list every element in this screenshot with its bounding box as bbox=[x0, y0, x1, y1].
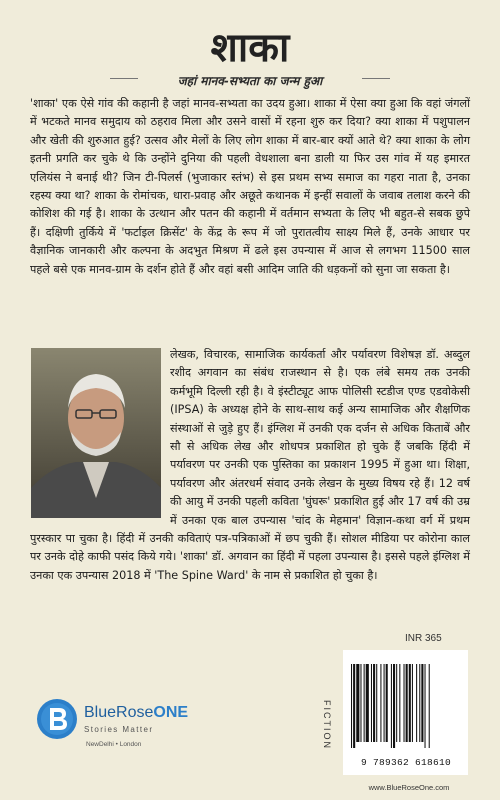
author-bio-text: लेखक, विचारक, सामाजिक कार्यकर्ता और पर्यावरण विशेषज्ञ डॉ. अब्दुल रशीद अगवान का संबंध राजस्थान से है। एक लंबे समय तक उनकी कर्मभूमि दिल्ली रही है। वे इंस्टीट्यूट आफ पोलिसी स्टडीज एण्ड एडवोकेसी (IPSA) के अध्यक्ष होने के साथ-साथ कई अन्य सामाजिक और शैक्षणिक संस्थाओं से जुड़े हुए हैं। इंग्लिश में उनकी एक दर्जन से अधिक किताबें और सौ से अधिक लेख और शोधपत्र प्रकाशित हो चुके हैं जबकि हिंदी में पर्यावरण पर उनकी एक पुस्तिका का प्रकाशन 1995 में हुआ था। शिक्षा, पर्यावरण और अंतरधर्म संवाद उनके लेखन के मुख्य विषय रहे हैं। 12 वर्ष की आयु में उनकी पहली कविता 'घुंघरू' प्रकाशित हुई और 17 वर्ष की उम्र में उनका एक बाल उपन्यास 'चांद के मेहमान' विज्ञान-कथा वर्ग में प्रथम पुरस्कार पा चुका है। हिंदी में उनकी कविताएं पत्र-पत्रिकाओं में छप चुकी हैं। सोशल मीडिया पर कोरोना काल पर उनके दोहे काफी पसंद किये गये। 'शाका' डॉ. अगवान का हिंदी में पहला उपन्यास है। इससे पहले इंग्लिश में उनका एक उपन्यास 2018 में 'The Spine Ward' के नाम से प्रकाशित हो चुका है। bbox=[30, 348, 470, 582]
barcode-bar bbox=[371, 664, 372, 742]
barcode-bar bbox=[421, 664, 423, 742]
publisher-cities: NewDelhi • London bbox=[86, 741, 142, 748]
barcode-bar bbox=[360, 664, 361, 742]
author-bio-block bbox=[30, 346, 470, 585]
barcode-bar bbox=[409, 664, 411, 742]
publisher-name: BlueRoseONE bbox=[84, 704, 189, 721]
barcode-bar bbox=[406, 664, 408, 742]
barcode-bar bbox=[376, 664, 377, 742]
subtitle-rule-right bbox=[362, 78, 390, 79]
barcode-bar bbox=[366, 664, 369, 742]
barcode-bar bbox=[353, 664, 355, 748]
synopsis-text: 'शाका' एक ऐसे गांव की कहानी है जहां मानव-सभ्यता का उदय हुआ। शाका में ऐसा क्या हुआ कि वहां जंगलों में भटकते मानव समुदाय को ठहराव मिला और उसने वासों में रहना शुरु कर दिया? क्या शाका में पशुपालन और खेती की शुरुआत हुई? उत्सव और मेलों के लिए लोग शाका में बार-बार क्यों आते थे? क्या शाका के लोग इतनी प्रगति कर चुके थे कि उन्होंने दुनिया की पहली वेधशाला बना डाली या फिर उस गांव में यह इमारत एलियंस ने बनाई थी? जिन टी-पिलर्स (भुजाकार स्तंभ) से इस प्रथम सभ्य समाज का गहरा नाता है, उनका रहस्य क्या था? शाका के रोमांचक, धारा-प्रवाह और अछूते कथानक में इन्हीं सवालों के जवाब तलाश करने की कोशिश की गई है। शाका के उत्थान और पतन की कहानी में वर्तमान सभ्यता के लिए भी बहुत-से सबक छुपे हैं। दक्षिणी तुर्किये में 'फर्टाइल क्रिसेंट' के केंद्र के रूप में जो पुरातत्वीय साक्ष्य मिले हैं, उनके आधार पर वैज्ञानिक जानकारी और कल्पना के अदभुत मिश्रण में ढले इस उपन्यास में आज से लगभग 11500 साल पहले बसे एक मानव-ग्राम के दर्शन होते हैं और वहां बसी आदिम जाति की धड़कनों को सुना जा सकता है। bbox=[30, 97, 470, 276]
barcode-bars bbox=[343, 650, 468, 755]
barcode-bar bbox=[425, 664, 426, 748]
barcode-bar bbox=[404, 664, 405, 742]
book-title: शाका bbox=[210, 24, 290, 71]
barcode-bar bbox=[386, 664, 388, 742]
barcode-bar bbox=[412, 664, 413, 742]
barcode-bar bbox=[419, 664, 420, 742]
barcode-bar bbox=[380, 664, 381, 742]
barcode-bar bbox=[416, 664, 417, 742]
barcode-bar bbox=[399, 664, 400, 742]
barcode-bar bbox=[351, 664, 352, 748]
barcode-bar bbox=[384, 664, 385, 742]
isbn-number: 9 789362 618610 bbox=[360, 757, 451, 768]
photo-spacer bbox=[30, 346, 170, 520]
barcode-bar bbox=[393, 664, 395, 748]
bluerose-b-logo-icon bbox=[36, 698, 78, 740]
barcode-bar bbox=[396, 664, 397, 742]
book-subtitle: जहां मानव-सभ्यता का जन्म हुआ bbox=[177, 74, 323, 88]
barcode-bar bbox=[391, 664, 392, 748]
publisher-tagline: Stories Matter bbox=[84, 725, 154, 734]
price-label: INR 365 bbox=[405, 633, 442, 644]
barcode-bar bbox=[429, 664, 430, 748]
barcode-bar bbox=[356, 664, 359, 742]
barcode-bar bbox=[373, 664, 375, 742]
barcode-bar bbox=[364, 664, 365, 742]
publisher-logo bbox=[36, 695, 189, 775]
genre-label: FICTION bbox=[322, 700, 332, 750]
publisher-website: www.BlueRoseOne.com bbox=[368, 783, 450, 792]
